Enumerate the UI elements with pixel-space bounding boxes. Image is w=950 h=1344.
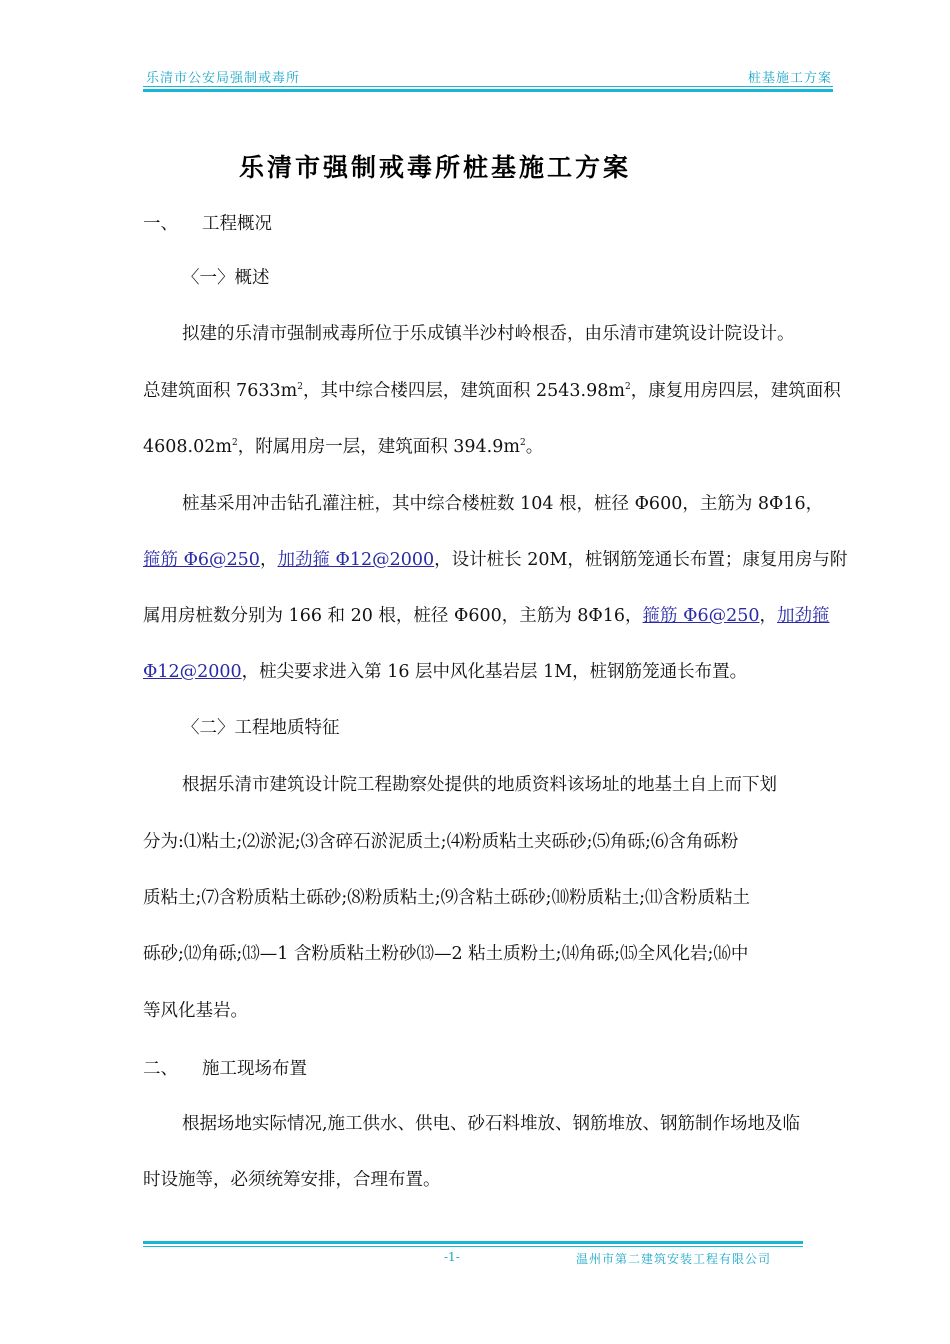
subsection-1-heading: 〈一〉概述 bbox=[182, 268, 270, 288]
paragraph-line: 拟建的乐清市强制戒毒所位于乐成镇半沙村岭根岙，由乐清市建筑设计院设计。 bbox=[182, 324, 795, 344]
text-span: ， bbox=[759, 606, 777, 626]
paragraph-line: 等风化基岩。 bbox=[143, 1001, 248, 1021]
header-divider-thick bbox=[143, 89, 833, 92]
paragraph-line: 时设施等，必须统筹安排，合理布置。 bbox=[143, 1170, 441, 1190]
text-span: ，设计桩长 20M，桩钢筋笼通长布置；康复用房与附 bbox=[434, 550, 848, 570]
header-divider-thin bbox=[143, 86, 833, 87]
stirrup-link[interactable]: 箍筋 Φ6@250 bbox=[642, 606, 760, 626]
text-span: ， bbox=[259, 550, 278, 570]
text-span: ，其中综合楼四层，建筑面积 2543.98m bbox=[302, 381, 625, 401]
text-span: ，桩尖要求进入第 16 层中风化基岩层 1M，桩钢筋笼通长布置。 bbox=[241, 662, 748, 682]
superscript: 2 bbox=[231, 438, 238, 448]
section-1-number: 一、 bbox=[143, 214, 178, 234]
paragraph-line bbox=[143, 379, 841, 403]
header-right-text: 桩基施工方案 bbox=[747, 71, 832, 86]
paragraph-line bbox=[143, 435, 838, 459]
paragraph-line: 砾砂;⑿角砾;⒀—1 含粉质粘土粉砂⒀—2 粘土质粉土;⒁角砾;⒂全风化岩;⒃中 bbox=[143, 944, 749, 964]
paragraph-line bbox=[143, 604, 838, 628]
stiffening-hoop-link[interactable]: 加劲箍 bbox=[777, 606, 830, 626]
stiffening-hoop-link[interactable]: 加劲箍 Φ12@2000 bbox=[277, 550, 435, 570]
stirrup-link[interactable]: 箍筋 Φ6@250 bbox=[143, 550, 260, 570]
subsection-2-heading: 〈二〉工程地质特征 bbox=[182, 718, 340, 738]
paragraph-line: 分为:⑴粘土;⑵淤泥;⑶含碎石淤泥质土;⑷粉质粘土夹砾砂;⑸角砾;⑹含角砾粉 bbox=[143, 832, 739, 852]
footer-divider-thin bbox=[143, 1246, 803, 1247]
paragraph-line: 根据场地实际情况,施工供水、供电、砂石料堆放、钢筋堆放、钢筋制作场地及临 bbox=[182, 1114, 801, 1134]
text-span: 属用房桩数分别为 166 和 20 根，桩径 Φ600，主筋为 8Φ16， bbox=[143, 606, 643, 626]
superscript: 2 bbox=[297, 382, 303, 392]
text-span: ，康复用房四层，建筑面积 bbox=[630, 381, 841, 401]
text-span: 总建筑面积 7633m bbox=[143, 381, 298, 401]
section-2-number: 二、 bbox=[143, 1059, 178, 1079]
footer-divider-thick bbox=[143, 1241, 803, 1244]
text-span: 。 bbox=[525, 437, 544, 457]
text-span: ，附属用房一层，建筑面积 394.9m bbox=[237, 437, 520, 457]
footer-company: 温州市第二建筑安装工程有限公司 bbox=[576, 1252, 772, 1266]
paragraph-line: 根据乐清市建筑设计院工程勘察处提供的地质资料该场址的地基土自上而下划 bbox=[182, 775, 777, 795]
paragraph-line: 质粘土;⑺含粉质粘土砾砂;⑻粉质粘土;⑼含粘土砾砂;⑽粉质粘土;⑾含粉质粘土 bbox=[143, 888, 750, 908]
paragraph-line bbox=[143, 660, 838, 684]
document-title: 乐清市强制戒毒所桩基施工方案 bbox=[238, 153, 631, 182]
superscript: 2 bbox=[519, 438, 526, 448]
page-number: -1- bbox=[444, 1250, 460, 1264]
paragraph-line bbox=[143, 548, 848, 572]
text-span: 4608.02m bbox=[143, 437, 232, 457]
stiffening-hoop-link[interactable]: Φ12@2000 bbox=[143, 662, 242, 682]
section-1-title: 工程概况 bbox=[202, 214, 272, 234]
section-2-title: 施工现场布置 bbox=[202, 1059, 307, 1079]
header-left-text: 乐清市公安局强制戒毒所 bbox=[146, 71, 301, 86]
superscript: 2 bbox=[624, 382, 631, 392]
paragraph-line: 桩基采用冲击钻孔灌注桩，其中综合楼桩数 104 根，桩径 Φ600，主筋为 8Φ16， bbox=[182, 494, 824, 514]
